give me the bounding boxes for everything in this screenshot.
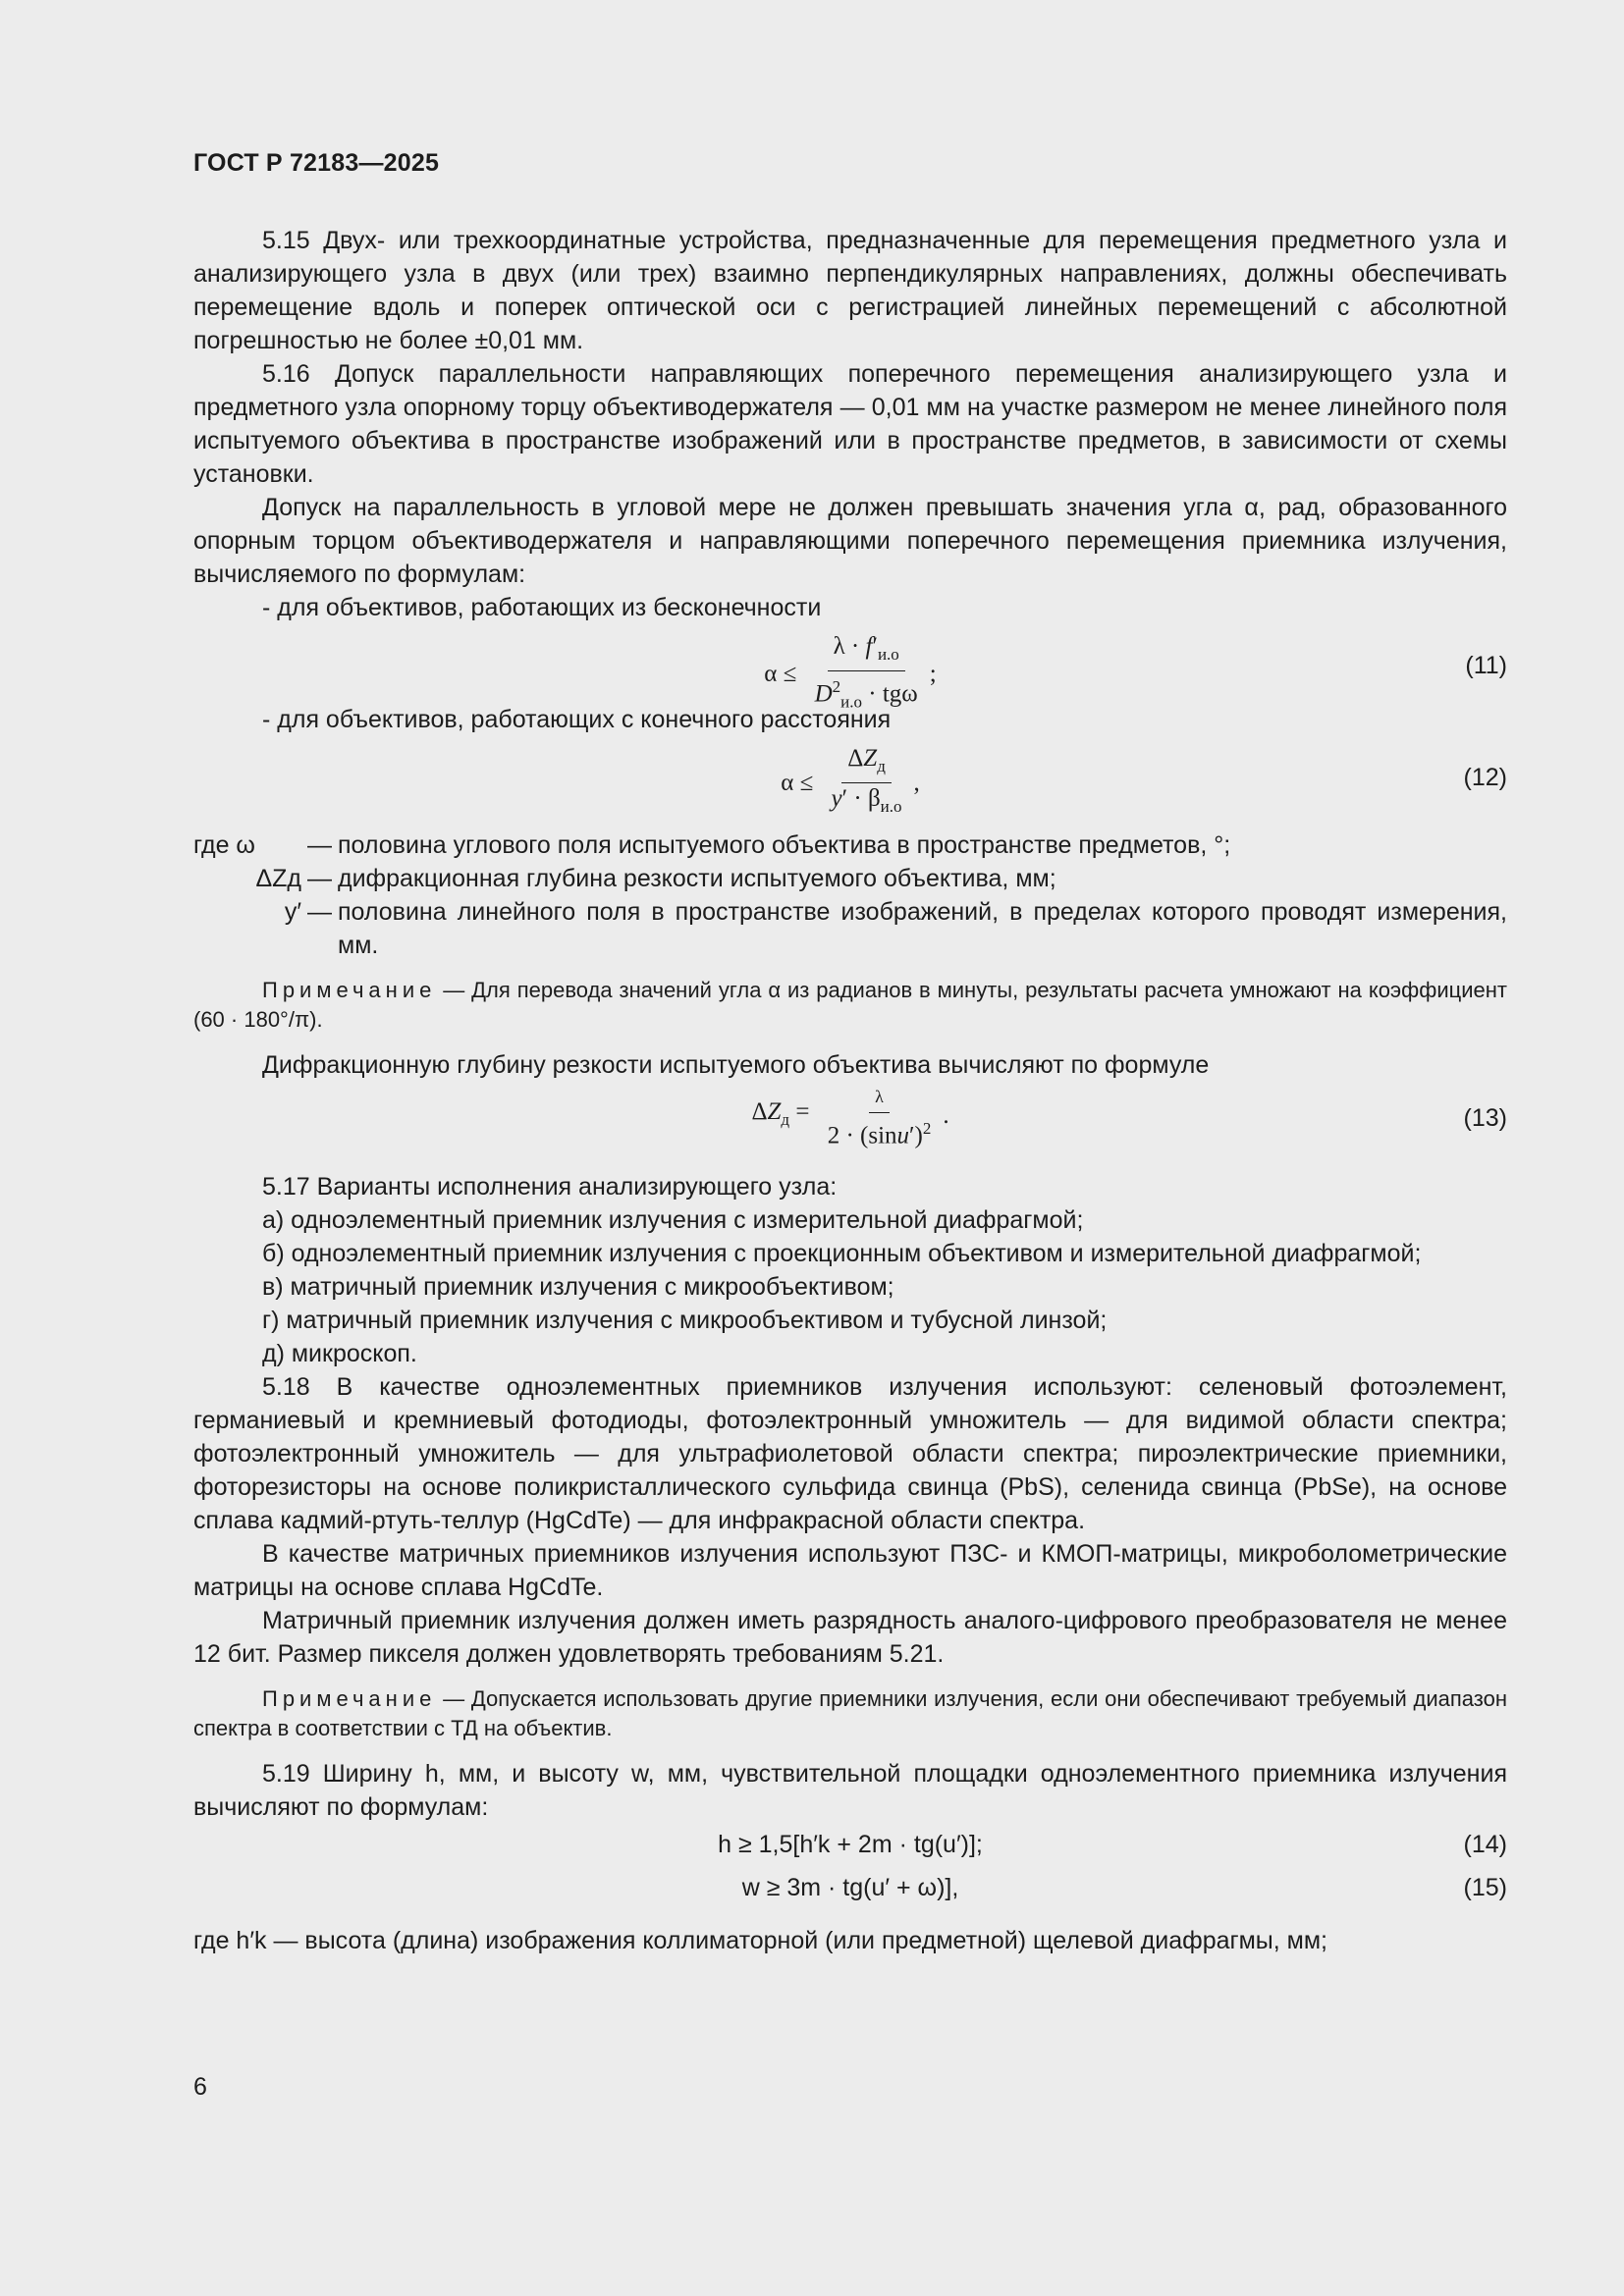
formula-11: α ≤ $\frac{\lambda \cdot f'_{и.о}}{D^2_{и.о} \cdot tg\omega}$ ; (11) — [764, 633, 1507, 712]
paragraph-5-18-adc: Матричный приемник излучения должен иметь разрядность аналого-цифрового преобразователя не менее 12 бит. Размер пикселя должен удовлетворять требованиям 5.21. — [193, 1607, 1507, 1668]
document-code: ГОСТ Р 72183—2025 — [193, 149, 440, 177]
variant-v: в) матричный приемник излучения с микрообъективом; — [262, 1273, 894, 1301]
paragraph-5-15: 5.15 Двух- или трехкоординатные устройства, предназначенные для перемещения предметного узла и анализирующего узла в двух (или трех) взаимно перпендикулярных направлениях, должны обеспечивать перемещение вдоль и поперек оптической оси с регистрацией линейных перемещений с абсолютной погрешностью не более ±0,01 мм. — [193, 227, 1507, 354]
definition-omega: где ω — половина углового поля испытуемого объектива в пространстве предметов, °; — [193, 831, 1231, 859]
definition-h-k: где h′k — высота (длина) изображения коллиматорной (или предметной) щелевой диафрагмы, мм; — [193, 1927, 1327, 1954]
variant-a: а) одноэлементный приемник излучения с измерительной диафрагмой; — [262, 1206, 1084, 1234]
formula-number-13: (13) — [1463, 1104, 1507, 1132]
paragraph-5-18-matrix: В качестве матричных приемников излучения используют ПЗС- и КМОП-матрицы, микроболометрические матрицы на основе сплава HgCdTe. — [193, 1540, 1507, 1601]
definition-y: y′ — половина линейного поля в пространстве изображений, в пределах которого проводят измерения, мм. — [284, 898, 1507, 959]
formula-15: w ≥ 3m · tg(u′ + ω)], (15) — [193, 1867, 1507, 1910]
note-receivers: Примечание — Допускается использовать другие приемники излучения, если они обеспечивают требуемый диапазон спектра в соответствии с ТД на объектив. — [193, 1686, 1507, 1740]
paragraph-5-19: 5.19 Ширину h, мм, и высоту w, мм, чувствительной площадки одноэлементного приемника излучения вычисляют по формулам: — [193, 1760, 1507, 1821]
page-content — [193, 224, 1507, 1957]
note-radians: Примечание — Для перевода значений угла α из радианов в минуты, результаты расчета умножают на коэффициент (60 · 180°/π). — [193, 978, 1507, 1032]
variant-g: г) матричный приемник излучения с микрообъективом и тубусной линзой; — [262, 1307, 1108, 1334]
formula-12: α ≤ $\frac{\Delta Z_д}{y' \cdot \beta_{и.о}}$ , (12) — [781, 745, 1507, 816]
paragraph-5-18: 5.18 В качестве одноэлементных приемников излучения используют: селеновый фотоэлемент, германиевый и кремниевый фотодиоды, фотоэлектронный умножитель — для видимой области спектра; фотоэлектронный умножитель — для ультрафиолетовой области спектра; пироэлектрические приемники, фоторезисторы на основе поликристаллического сульфида свинца (PbS), селенида свинца (PbSe), на основе сплава кадмий-ртуть-теллур (HgCdTe) — для инфракрасной области спектра. — [193, 1373, 1507, 1534]
definitions-list — [193, 828, 1507, 962]
formula-number-12: (12) — [1463, 764, 1507, 791]
list-item-finite: - для объективов, работающих с конечного расстояния — [262, 706, 892, 733]
page-number: 6 — [193, 2073, 207, 2101]
paragraph-5-16: 5.16 Допуск параллельности направляющих поперечного перемещения анализирующего узла и предметного узла опорному торцу объективодержателя — 0,01 мм на участке размером не менее линейного поля испытуемого объектива в пространстве изображений или в пространстве предметов, в зависимости от схемы установки. — [193, 360, 1507, 488]
variant-b: б) одноэлементный приемник излучения с проекционным объективом и измерительной диафрагмой; — [262, 1240, 1422, 1267]
formula-number-14: (14) — [1463, 1831, 1507, 1858]
formula-13: $\Delta Z_д$ = $\frac{\lambda}{2 \cdot (\sin u')^2}$ . (13) — [193, 1082, 1507, 1156]
formula-14: h ≥ 1,5[h′k + 2m · tg(u′)]; (14) — [193, 1824, 1507, 1867]
formula-number-15: (15) — [1463, 1874, 1507, 1901]
paragraph-5-17: 5.17 Варианты исполнения анализирующего узла: — [262, 1173, 838, 1201]
definition-delta-z: ΔZд — дифракционная глубина резкости испытуемого объектива, мм; — [255, 865, 1056, 892]
paragraph-5-16-angle: Допуск на параллельность в угловой мере не должен превышать значения угла α, рад, образованного опорным торцом объективодержателя и направляющими поперечного перемещения приемника излучения, вычисляемого по формулам: — [193, 494, 1507, 588]
variant-d: д) микроскоп. — [262, 1340, 417, 1367]
formula-number-11: (11) — [1465, 652, 1507, 679]
paragraph-diffraction: Дифракционную глубину резкости испытуемого объектива вычисляют по формуле — [262, 1051, 1210, 1079]
list-item-infinite: - для объективов, работающих из бесконечности — [262, 594, 822, 621]
